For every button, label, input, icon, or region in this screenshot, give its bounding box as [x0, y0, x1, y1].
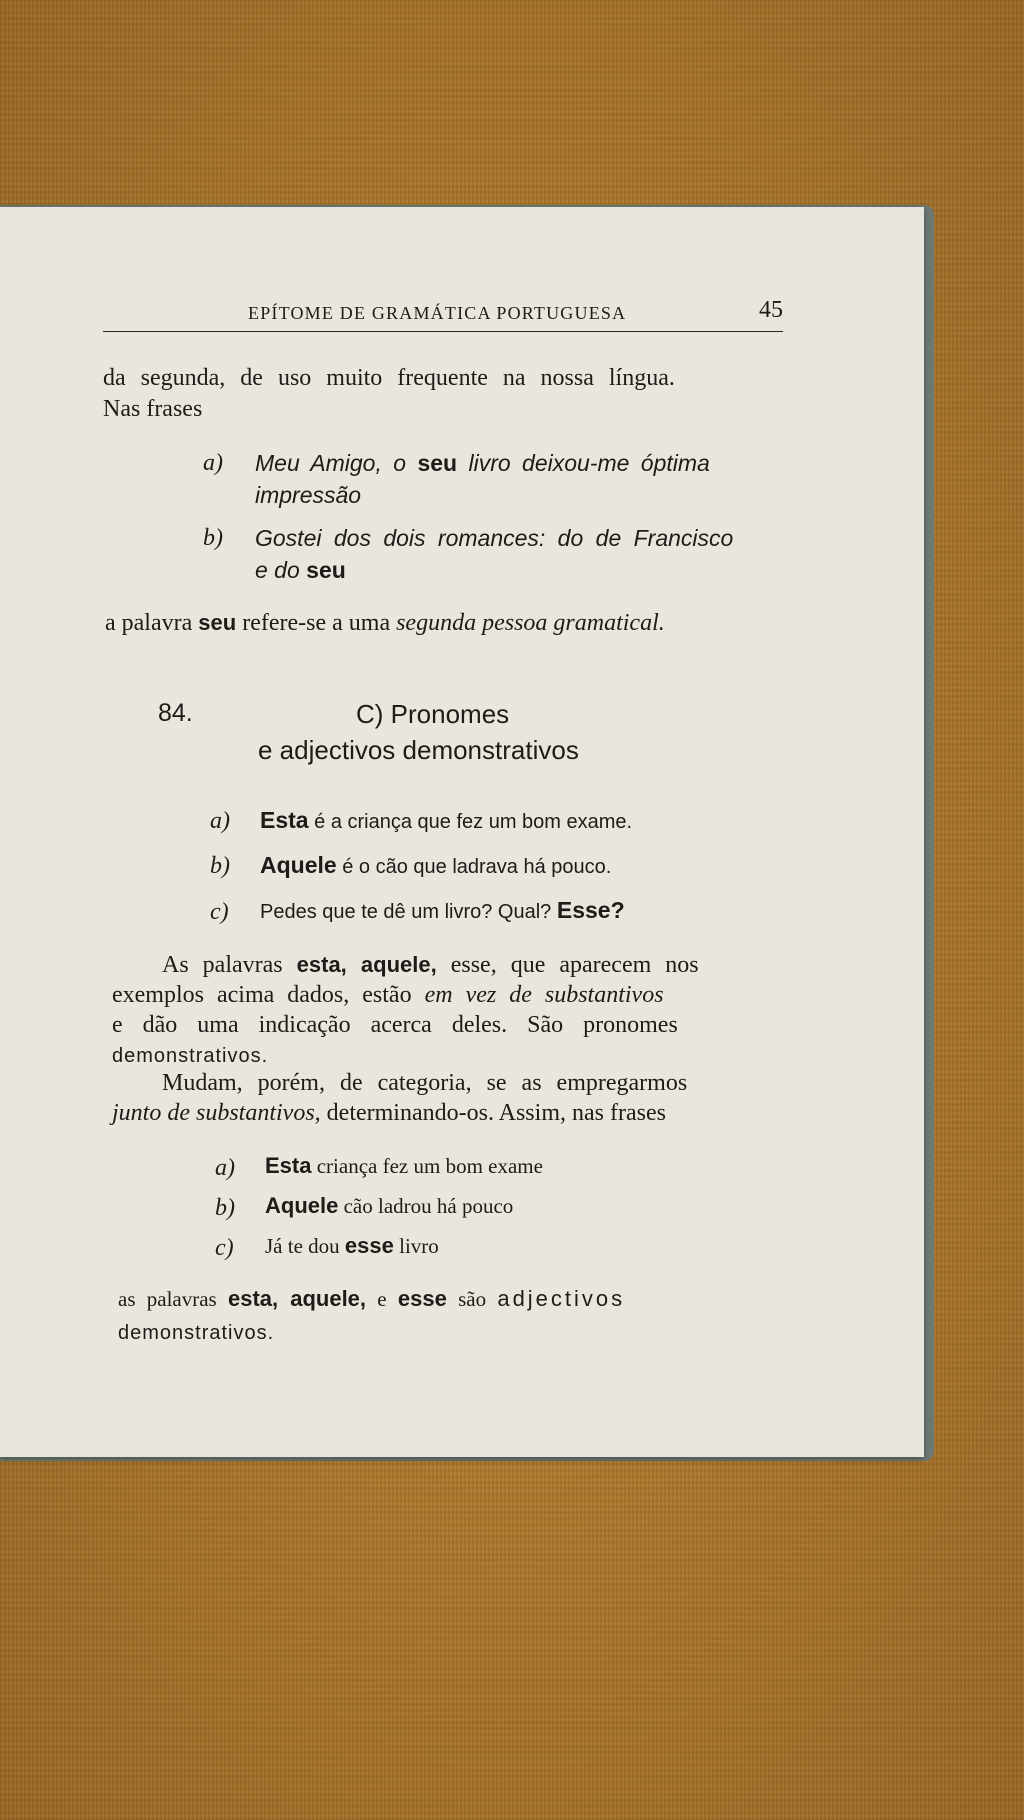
example-label: a)	[210, 808, 230, 834]
book-page	[0, 207, 924, 1457]
bold-word: Esta	[260, 807, 309, 833]
conclusion-2-line-2: demonstrativos.	[118, 1322, 275, 1344]
example-1a-line-2: impressão	[255, 482, 362, 508]
bold-word: esta, aquele,	[227, 1286, 367, 1311]
text-segment: Pedes que te dê um livro? Qual?	[260, 901, 557, 923]
text-segment: As palavras	[162, 952, 297, 978]
text-segment: refere-se a uma	[236, 610, 397, 636]
text-segment: e do	[255, 557, 307, 583]
para1-line-1	[162, 952, 699, 979]
italic-phrase: junto de substantivos,	[112, 1100, 321, 1126]
running-title: EPÍTOME DE GRAMÁTICA PORTUGUESA	[248, 303, 627, 323]
text-segment: determinando-os. Assim, nas frases	[320, 1100, 666, 1126]
example-label: c)	[215, 1235, 234, 1261]
bold-word: esse	[344, 1233, 394, 1258]
bold-word: esse	[397, 1286, 447, 1311]
text-segment: Meu Amigo, o	[255, 450, 418, 476]
page-number: 45	[759, 297, 783, 323]
example-label: a)	[203, 450, 223, 476]
example-3b	[265, 1193, 513, 1219]
text-segment: esse, que aparecem nos	[436, 952, 699, 978]
example-1b-line-2	[255, 557, 346, 584]
intro-line-2: Nas frases	[103, 396, 203, 422]
para1-line-4: demonstrativos.	[112, 1045, 269, 1067]
para2-line-2	[112, 1100, 666, 1127]
para2-line-1: Mudam, porém, de categoria, se as empregarmos	[162, 1070, 688, 1096]
text-segment: Já te dou	[265, 1234, 345, 1258]
text-segment: e	[366, 1287, 398, 1311]
example-3c	[265, 1233, 439, 1259]
section-title-line-1: C) Pronomes	[356, 699, 510, 729]
section-number: 84.	[158, 699, 193, 727]
italic-phrase: segunda pessoa gramatical.	[396, 610, 665, 636]
bold-word: seu	[417, 450, 458, 476]
bold-word: Esse?	[556, 897, 625, 923]
example-label: a)	[215, 1155, 235, 1181]
example-1a-line-1	[255, 450, 710, 477]
bold-word: Esta	[265, 1153, 312, 1178]
text-segment: são	[446, 1287, 498, 1311]
spaced-word: adjectivos	[497, 1286, 626, 1311]
text-segment: livro deixou-me óptima	[457, 450, 710, 476]
example-label: b)	[210, 853, 230, 879]
conclusion-2-line-1	[118, 1286, 625, 1312]
intro-line-1: da segunda, de uso muito frequente na nossa língua.	[103, 365, 675, 391]
para1-line-3: e dão uma indicação acerca deles. São pronomes	[112, 1012, 678, 1038]
bold-word: seu	[306, 557, 346, 583]
text-segment: a palavra	[105, 610, 199, 636]
text-segment: é a criança que fez um bom exame.	[308, 811, 633, 833]
text-segment: livro	[393, 1234, 439, 1258]
text-segment: é o cão que ladrava há pouco.	[336, 856, 612, 878]
example-label: b)	[215, 1195, 235, 1221]
conclusion-1	[105, 610, 665, 637]
bold-word: esta, aquele,	[296, 952, 437, 977]
bold-word: seu	[198, 610, 237, 635]
example-2b	[260, 852, 611, 879]
bold-word: Aquele	[265, 1193, 339, 1218]
para1-line-2	[112, 982, 664, 1009]
example-3a	[265, 1153, 543, 1179]
text-segment: as palavras	[118, 1287, 228, 1311]
example-1b-line-1: Gostei dos dois romances: do de Francisco	[255, 525, 734, 551]
page-header	[103, 291, 783, 332]
bold-word: Aquele	[260, 852, 337, 878]
text-segment: exemplos acima dados, estão	[112, 982, 425, 1008]
example-2c	[260, 897, 625, 924]
example-label: c)	[210, 899, 229, 925]
example-label: b)	[203, 525, 223, 551]
text-segment: criança fez um bom exame	[311, 1154, 543, 1178]
example-2a	[260, 807, 632, 834]
italic-phrase: em vez de substantivos	[424, 982, 664, 1008]
section-title-line-2: e adjectivos demonstrativos	[258, 735, 579, 765]
text-segment: cão ladrou há pouco	[338, 1194, 514, 1218]
